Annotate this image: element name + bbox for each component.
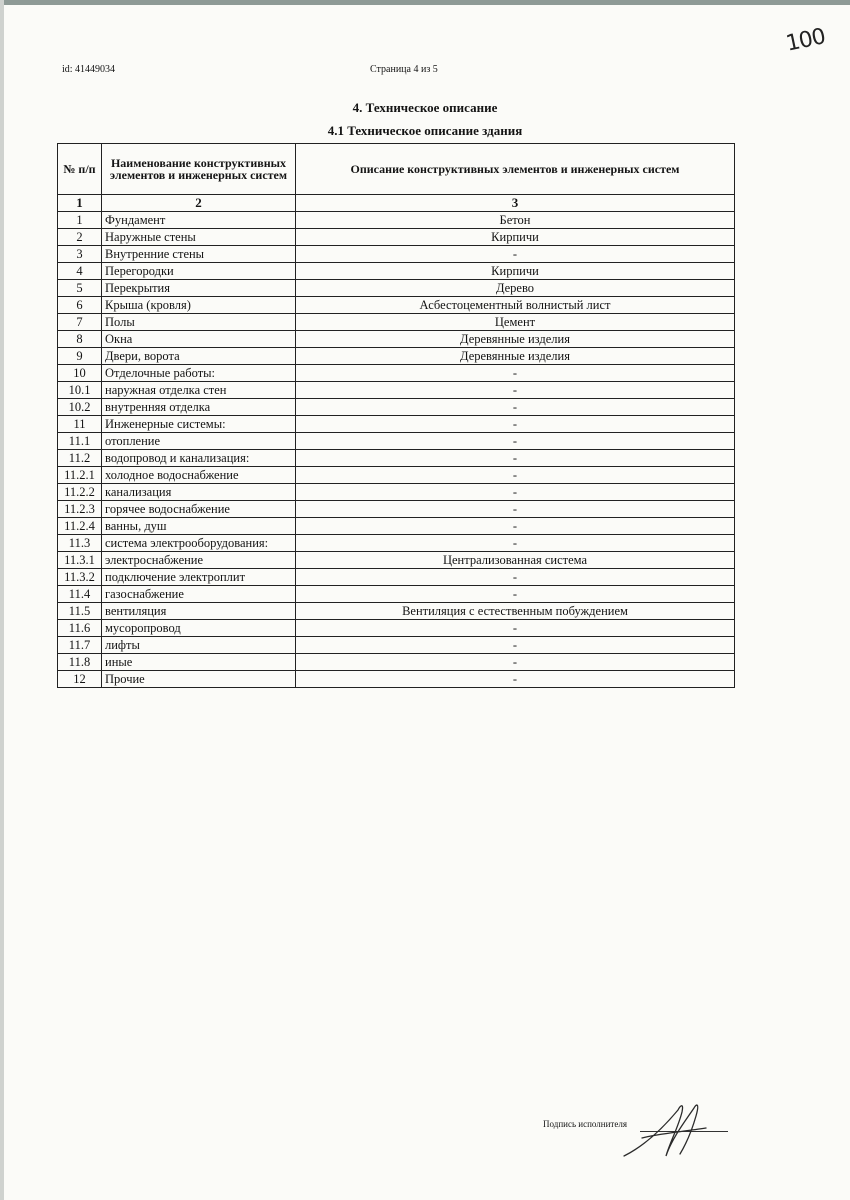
row-description: - (296, 484, 735, 501)
row-number: 2 (58, 229, 102, 246)
row-element-name: внутренняя отделка (102, 399, 296, 416)
row-description: Деревянные изделия (296, 331, 735, 348)
row-number: 10 (58, 365, 102, 382)
row-element-name: Фундамент (102, 212, 296, 229)
row-number: 11.5 (58, 603, 102, 620)
row-number: 11 (58, 416, 102, 433)
table-row (58, 399, 735, 416)
row-element-name: мусоропровод (102, 620, 296, 637)
table-row (58, 348, 735, 365)
row-description: - (296, 654, 735, 671)
row-description: Централизованная система (296, 552, 735, 569)
table-row (58, 382, 735, 399)
row-element-name: иные (102, 654, 296, 671)
table-row (58, 535, 735, 552)
table-row (58, 450, 735, 467)
row-element-name: вентиляция (102, 603, 296, 620)
row-element-name: водопровод и канализация: (102, 450, 296, 467)
row-number: 11.6 (58, 620, 102, 637)
table-row (58, 331, 735, 348)
row-description: Цемент (296, 314, 735, 331)
handwritten-page-number: 100 (783, 24, 828, 57)
section-title: 4. Техническое описание (352, 100, 498, 115)
row-description: - (296, 637, 735, 654)
row-element-name: отопление (102, 433, 296, 450)
row-description: - (296, 535, 735, 552)
row-description: Асбестоцементный волнистый лист (296, 297, 735, 314)
row-number: 4 (58, 263, 102, 280)
table-row (58, 654, 735, 671)
column-number: 2 (102, 195, 296, 212)
table-row (58, 518, 735, 535)
row-description: - (296, 382, 735, 399)
row-element-name: горячее водоснабжение (102, 501, 296, 518)
header-description: Описание конструктивных элементов и инженерных систем (296, 144, 735, 195)
row-number: 7 (58, 314, 102, 331)
row-number: 6 (58, 297, 102, 314)
row-number: 10.2 (58, 399, 102, 416)
row-number: 11.7 (58, 637, 102, 654)
row-number: 11.2.2 (58, 484, 102, 501)
row-description: - (296, 246, 735, 263)
subsection-title: 4.1 Техническое описание здания (327, 123, 523, 138)
row-description: - (296, 620, 735, 637)
scan-top-edge (0, 0, 850, 5)
row-description: - (296, 569, 735, 586)
row-description: - (296, 671, 735, 688)
table-row (58, 314, 735, 331)
row-element-name: наружная отделка стен (102, 382, 296, 399)
scan-left-edge (0, 0, 4, 1200)
handwritten-signature (620, 1098, 710, 1160)
row-description: - (296, 399, 735, 416)
row-element-name: Крыша (кровля) (102, 297, 296, 314)
table-row (58, 246, 735, 263)
row-element-name: Наружные стены (102, 229, 296, 246)
row-description: Бетон (296, 212, 735, 229)
page-counter: Страница 4 из 5 (370, 64, 438, 75)
row-element-name: система электрооборудования: (102, 535, 296, 552)
row-element-name: Прочие (102, 671, 296, 688)
table-row (58, 263, 735, 280)
row-number: 10.1 (58, 382, 102, 399)
column-number: 1 (58, 195, 102, 212)
table-row (58, 467, 735, 484)
row-description: Дерево (296, 280, 735, 297)
row-description: - (296, 518, 735, 535)
table-row (58, 569, 735, 586)
row-number: 11.3.1 (58, 552, 102, 569)
row-number: 11.4 (58, 586, 102, 603)
table-row (58, 603, 735, 620)
table-row (58, 433, 735, 450)
row-element-name: Отделочные работы: (102, 365, 296, 382)
header-number: № п/п (58, 144, 102, 195)
header-element-name: Наименование конструктивных элементов и инженерных систем (102, 144, 296, 195)
row-number: 3 (58, 246, 102, 263)
row-element-name: канализация (102, 484, 296, 501)
row-description: - (296, 501, 735, 518)
row-number: 5 (58, 280, 102, 297)
row-element-name: Двери, ворота (102, 348, 296, 365)
row-number: 12 (58, 671, 102, 688)
table-row (58, 586, 735, 603)
row-number: 11.2.3 (58, 501, 102, 518)
row-element-name: холодное водоснабжение (102, 467, 296, 484)
row-number: 11.8 (58, 654, 102, 671)
table-row (58, 212, 735, 229)
table-row (58, 620, 735, 637)
column-number-row (58, 195, 735, 212)
table-row (58, 501, 735, 518)
table-row (58, 297, 735, 314)
row-element-name: Окна (102, 331, 296, 348)
row-description: Вентиляция с естественным побуждением (296, 603, 735, 620)
row-description: Кирпичи (296, 263, 735, 280)
table-row (58, 365, 735, 382)
row-description: - (296, 416, 735, 433)
row-element-name: электроснабжение (102, 552, 296, 569)
table-row (58, 671, 735, 688)
row-number: 11.2 (58, 450, 102, 467)
row-number: 11.1 (58, 433, 102, 450)
row-element-name: Перекрытия (102, 280, 296, 297)
row-element-name: ванны, душ (102, 518, 296, 535)
row-description: - (296, 433, 735, 450)
signature-label: Подпись исполнителя (543, 1119, 627, 1129)
table-row (58, 280, 735, 297)
row-description: Кирпичи (296, 229, 735, 246)
row-number: 11.3 (58, 535, 102, 552)
row-element-name: Внутренние стены (102, 246, 296, 263)
table-row (58, 229, 735, 246)
row-element-name: Перегородки (102, 263, 296, 280)
row-element-name: подключение электроплит (102, 569, 296, 586)
table-row (58, 484, 735, 501)
row-element-name: Инженерные системы: (102, 416, 296, 433)
row-description: - (296, 586, 735, 603)
document-id: id: 41449034 (62, 64, 116, 75)
column-number: 3 (296, 195, 735, 212)
row-description: - (296, 467, 735, 484)
technical-description-table (57, 143, 735, 688)
row-number: 11.2.1 (58, 467, 102, 484)
row-description: Деревянные изделия (296, 348, 735, 365)
row-description: - (296, 365, 735, 382)
row-number: 8 (58, 331, 102, 348)
row-description: - (296, 450, 735, 467)
row-number: 11.2.4 (58, 518, 102, 535)
row-number: 1 (58, 212, 102, 229)
row-element-name: Полы (102, 314, 296, 331)
row-element-name: газоснабжение (102, 586, 296, 603)
table-row (58, 416, 735, 433)
row-element-name: лифты (102, 637, 296, 654)
row-number: 11.3.2 (58, 569, 102, 586)
table-row (58, 637, 735, 654)
table-header-row (58, 144, 735, 195)
table-row (58, 552, 735, 569)
row-number: 9 (58, 348, 102, 365)
